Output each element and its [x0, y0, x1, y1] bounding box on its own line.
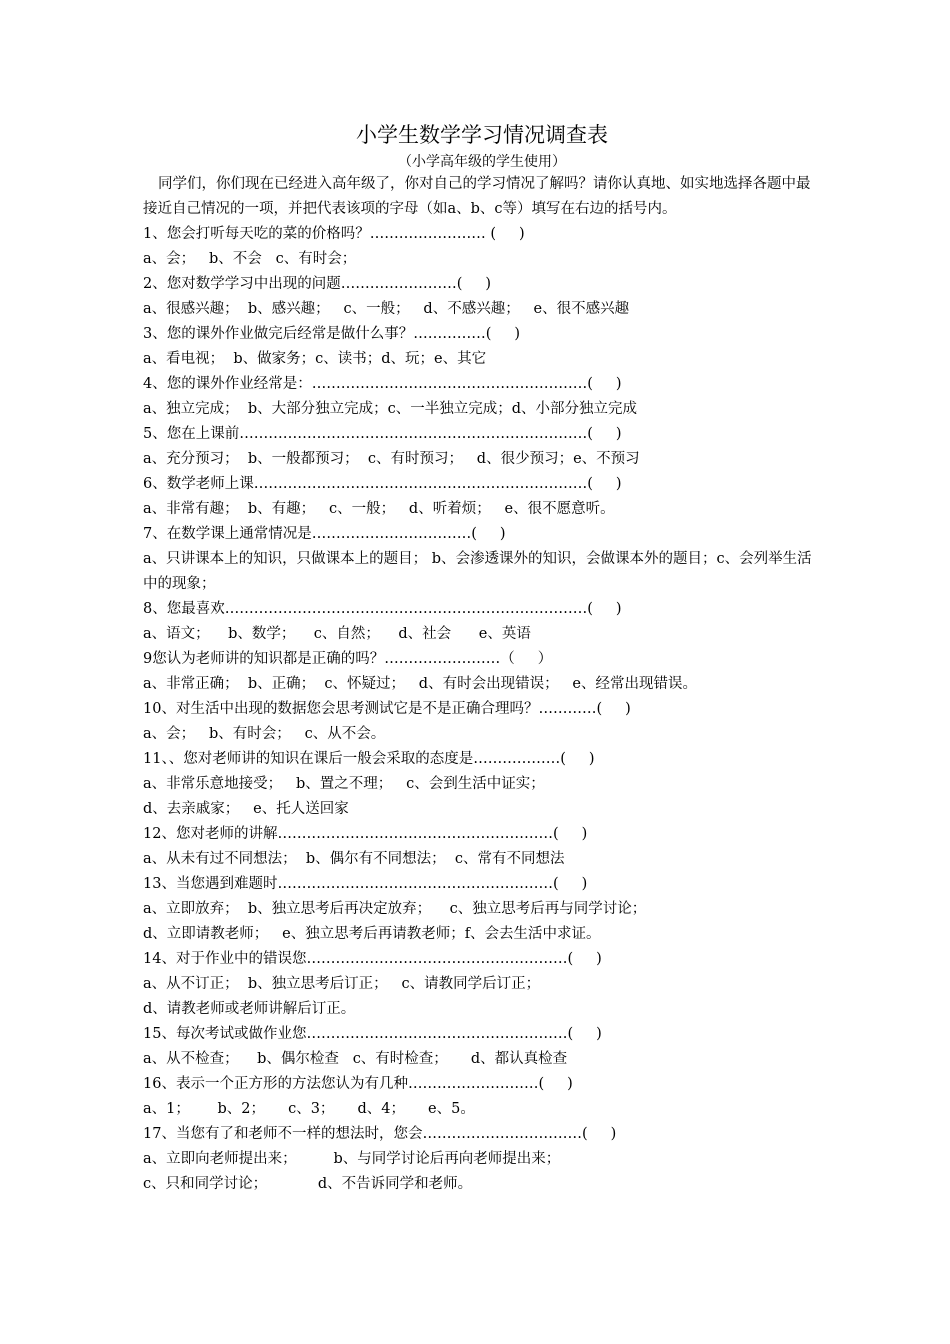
options-14b: d、请教老师或老师讲解后订正。: [143, 1001, 356, 1017]
question-2: 2、您对数学学习中出现的问题……………………( ): [143, 276, 492, 292]
options-15: a、从不检查； b、偶尔检查 c、有时检查； d、都认真检查: [143, 1051, 568, 1067]
options-5: a、充分预习； b、一般都预习； c、有时预习； d、很少预习；e、不预习: [143, 451, 640, 467]
options-1: a、会； b、不会 c、有时会；: [143, 251, 357, 267]
question-11: 11、、您对老师讲的知识在课后一般会采取的态度是………………( ): [143, 751, 595, 767]
question-5: 5、您在上课前………………………………………………………………( ): [143, 426, 622, 442]
question-7: 7、在数学课上通常情况是……………………………( ): [143, 526, 506, 542]
question-13: 13、当您遇到难题时…………………………………………………( ): [143, 876, 588, 892]
page-title: 小学生数学学习情况调查表: [356, 123, 608, 147]
options-10: a、会； b、有时会； c、从不会。: [143, 726, 386, 742]
question-17: 17、当您有了和老师不一样的想法时，您会……………………………( ): [143, 1126, 617, 1142]
page-subtitle: （小学高年级的学生使用）: [398, 154, 566, 170]
question-12: 12、您对老师的讲解…………………………………………………( ): [143, 826, 588, 842]
question-15: 15、每次考试或做作业您………………………………………………( ): [143, 1026, 602, 1042]
options-11a: a、非常乐意地接受； b、置之不理； c、会到生活中证实；: [143, 776, 545, 792]
question-3: 3、您的课外作业做完后经常是做什么事？……………( ): [143, 326, 521, 342]
question-9: 9您认为老师讲的知识都是正确的吗？……………………（ ）: [143, 651, 553, 667]
options-9: a、非常正确； b、正确； c、怀疑过； d、有时会出现错误； e、经常出现错误。: [143, 676, 697, 692]
options-6: a、非常有趣； b、有趣； c、一般； d、听着烦； e、很不愿意听。: [143, 501, 615, 517]
options-2: a、很感兴趣； b、感兴趣； c、一般； d、不感兴趣； e、很不感兴趣: [143, 301, 630, 317]
question-4: 4、您的课外作业经常是：…………………………………………………( ): [143, 376, 622, 392]
question-6: 6、数学老师上课……………………………………………………………( ): [143, 476, 622, 492]
options-16: a、1； b、2； c、3； d、4； e、5。: [143, 1101, 475, 1117]
question-8: 8、您最喜欢…………………………………………………………………( ): [143, 601, 622, 617]
survey-content: [143, 118, 813, 1197]
intro-paragraph: 同学们，你们现在已经进入高年级了，你对自己的学习情况了解吗？请你认真地、如实地选择各题中最接近自己情况的一项，并把代表该项的字母（如a、b、c等）填写在右边的括号内。: [143, 176, 811, 217]
options-4: a、独立完成； b、大部分独立完成；c、一半独立完成；d、小部分独立完成: [143, 401, 638, 417]
question-10: 10、对生活中出现的数据您会思考测试它是不是正确合理吗？…………( ): [143, 701, 631, 717]
options-3: a、看电视； b、做家务；c、读书；d、玩；e、其它: [143, 351, 487, 367]
options-12: a、从未有过不同想法； b、偶尔有不同想法； c、常有不同想法: [143, 851, 565, 867]
question-1: 1、您会打听每天吃的菜的价格吗？…………………… ( ): [143, 226, 525, 242]
options-14a: a、从不订正； b、独立思考后订正； c、请教同学后订正；: [143, 976, 541, 992]
options-13a: a、立即放弃； b、独立思考后再决定放弃； c、独立思考后再与同学讨论；: [143, 901, 647, 917]
question-14: 14、对于作业中的错误您………………………………………………( ): [143, 951, 602, 967]
options-7: a、只讲课本上的知识，只做课本上的题目； b、会渗透课外的知识，会做课本外的题目；c、会列举生活中的现象；: [143, 551, 812, 592]
options-17b: c、只和同学讨论； d、不告诉同学和老师。: [143, 1176, 473, 1192]
options-8: a、语文； b、数学； c、自然； d、社会 e、英语: [143, 626, 531, 642]
options-17a: a、立即向老师提出来； b、与同学讨论后再向老师提出来；: [143, 1151, 561, 1167]
question-16: 16、表示一个正方形的方法您认为有几种………………………( ): [143, 1076, 573, 1092]
options-11b: d、去亲戚家； e、托人送回家: [143, 801, 349, 817]
options-13b: d、立即请教老师； e、独立思考后再请教老师；f、会去生活中求证。: [143, 926, 601, 942]
